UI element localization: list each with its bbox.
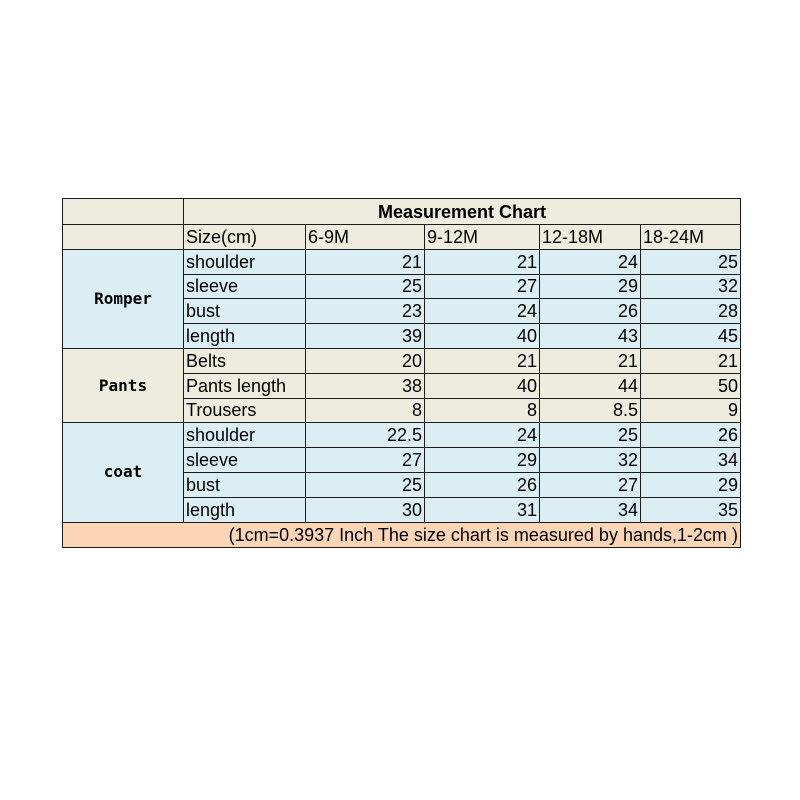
measurement-value: 21 <box>306 249 425 274</box>
measurement-label: sleeve <box>184 274 306 299</box>
measurement-label: shoulder <box>184 423 306 448</box>
measurement-label: sleeve <box>184 448 306 473</box>
measurement-value: 25 <box>641 249 741 274</box>
measurement-value: 26 <box>641 423 741 448</box>
measurement-label: Pants length <box>184 373 306 398</box>
measurement-label: length <box>184 324 306 349</box>
title-row <box>63 199 741 225</box>
chart-title: Measurement Chart <box>184 199 741 225</box>
measurement-label: shoulder <box>184 249 306 274</box>
measurement-value: 26 <box>425 472 540 497</box>
measurement-value: 29 <box>540 274 641 299</box>
measurement-value: 26 <box>540 299 641 324</box>
size-header-12-18m: 12-18M <box>540 225 641 250</box>
measurement-value: 30 <box>306 497 425 522</box>
measurement-value: 31 <box>425 497 540 522</box>
measurement-value: 43 <box>540 324 641 349</box>
measurement-value: 39 <box>306 324 425 349</box>
measurement-value: 24 <box>425 299 540 324</box>
measurement-value: 28 <box>641 299 741 324</box>
measurement-value: 38 <box>306 373 425 398</box>
measurement-value: 27 <box>306 448 425 473</box>
measurement-value: 25 <box>306 472 425 497</box>
measurement-label: bust <box>184 472 306 497</box>
measurement-chart-table <box>62 198 741 548</box>
measurement-value: 21 <box>425 348 540 373</box>
table-row <box>63 249 741 274</box>
measurement-value: 9 <box>641 398 741 423</box>
measurement-value: 23 <box>306 299 425 324</box>
measurement-label: Trousers <box>184 398 306 423</box>
measurement-value: 32 <box>641 274 741 299</box>
measurement-value: 27 <box>425 274 540 299</box>
size-note: (1cm=0.3937 Inch The size chart is measured by hands,1-2cm ) <box>63 522 741 547</box>
measurement-value: 29 <box>425 448 540 473</box>
measurement-value: 20 <box>306 348 425 373</box>
measurement-value: 21 <box>425 249 540 274</box>
measurement-label: bust <box>184 299 306 324</box>
table-row <box>63 423 741 448</box>
table-row <box>63 348 741 373</box>
measurement-label: length <box>184 497 306 522</box>
measurement-value: 24 <box>540 249 641 274</box>
measurement-value: 22.5 <box>306 423 425 448</box>
measurement-value: 8 <box>306 398 425 423</box>
measurement-value: 45 <box>641 324 741 349</box>
measurement-value: 32 <box>540 448 641 473</box>
measurement-value: 24 <box>425 423 540 448</box>
measurement-value: 25 <box>306 274 425 299</box>
group-label-romper: Romper <box>63 249 184 348</box>
measurement-value: 21 <box>641 348 741 373</box>
measurement-value: 35 <box>641 497 741 522</box>
group-label-coat: coat <box>63 423 184 522</box>
measurement-value: 29 <box>641 472 741 497</box>
measurement-value: 44 <box>540 373 641 398</box>
size-header-18-24m: 18-24M <box>641 225 741 250</box>
measurement-value: 25 <box>540 423 641 448</box>
size-header-9-12m: 9-12M <box>425 225 540 250</box>
measurement-value: 34 <box>641 448 741 473</box>
note-row <box>63 522 741 547</box>
measurement-value: 8 <box>425 398 540 423</box>
measurement-label: Belts <box>184 348 306 373</box>
header-corner <box>63 225 184 250</box>
corner-cell <box>63 199 184 225</box>
measurement-value: 50 <box>641 373 741 398</box>
measurement-value: 40 <box>425 373 540 398</box>
measurement-value: 8.5 <box>540 398 641 423</box>
measurement-value: 27 <box>540 472 641 497</box>
group-label-pants: Pants <box>63 348 184 422</box>
measurement-value: 34 <box>540 497 641 522</box>
measurement-value: 21 <box>540 348 641 373</box>
size-column-header: Size(cm) <box>184 225 306 250</box>
size-header-6-9m: 6-9M <box>306 225 425 250</box>
measurement-value: 40 <box>425 324 540 349</box>
header-row <box>63 225 741 250</box>
